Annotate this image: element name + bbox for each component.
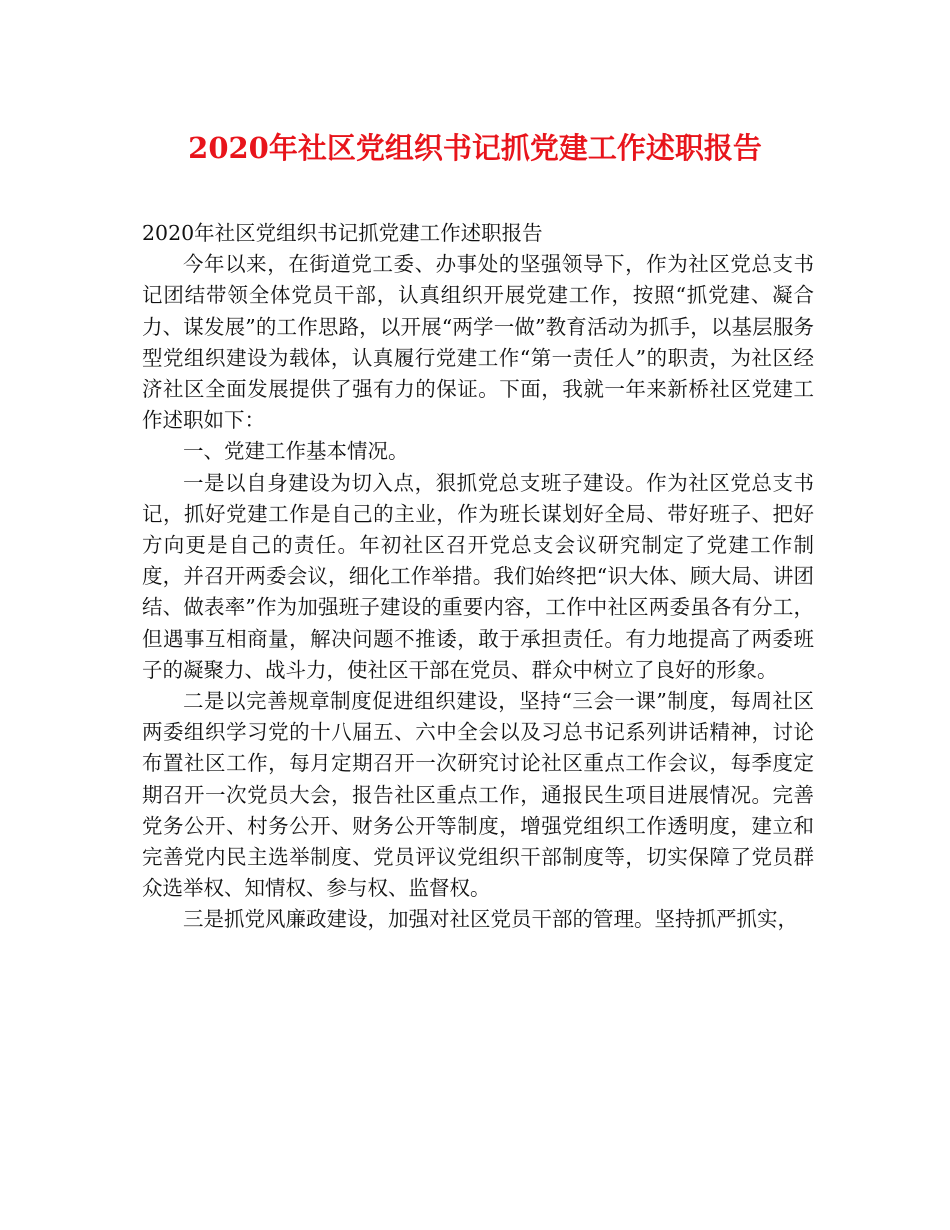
- document-title: 2020年社区党组织书记抓党建工作述职报告: [188, 131, 762, 165]
- paragraph-point-3: 三是抓党风廉政建设，加强对社区党员干部的管理。坚持抓严抓实，: [183, 907, 798, 932]
- document-body: [142, 218, 814, 936]
- section-heading-1: 一、党建工作基本情况。: [183, 439, 409, 464]
- paragraph-intro: 今年以来，在街道党工委、办事处的坚强领导下，作为社区党总支书记团结带领全体党员干部，认真组织开展党建工作，按照“抓党建、凝合力、谋发展”的工作思路，以开展“两学一做”教育活动为抓手，以基层服务型党组织建设为载体，认真履行党建工作“第一责任人”的职责，为社区经济社区全面发展提供了强有力的保证。下面，我就一年来新桥社区党建工作述职如下：: [142, 252, 814, 433]
- paragraph-point-2: 二是以完善规章制度促进组织建设，坚持“三会一课”制度，每周社区两委组织学习党的十八届五、六中全会以及习总书记系列讲话精神，讨论布置社区工作，每月定期召开一次研究讨论社区重点工作会议，每季度定期召开一次党员大会，报告社区重点工作，通报民生项目进展情况。完善党务公开、村务公开、财务公开等制度，增强党组织工作透明度，建立和完善党内民主选举制度、党员评议党组织干部制度等，切实保障了党员群众选举权、知情权、参与权、监督权。: [142, 689, 814, 901]
- paragraph-point-1: 一是以自身建设为切入点，狠抓党总支班子建设。作为社区党总支书记，抓好党建工作是自己的主业，作为班长谋划好全局、带好班子、把好方向更是自己的责任。年初社区召开党总支会议研究制定了党建工作制度，并召开两委会议，细化工作举措。我们始终把“识大体、顾大局、讲团结、做表率”作为加强班子建设的重要内容，工作中社区两委虽各有分工，但遇事互相商量，解决问题不推诿，敢于承担责任。有力地提高了两委班子的凝聚力、战斗力，使社区干部在党员、群众中树立了良好的形象。: [142, 470, 814, 682]
- document-subtitle: 2020年社区党组织书记抓党建工作述职报告: [142, 221, 543, 245]
